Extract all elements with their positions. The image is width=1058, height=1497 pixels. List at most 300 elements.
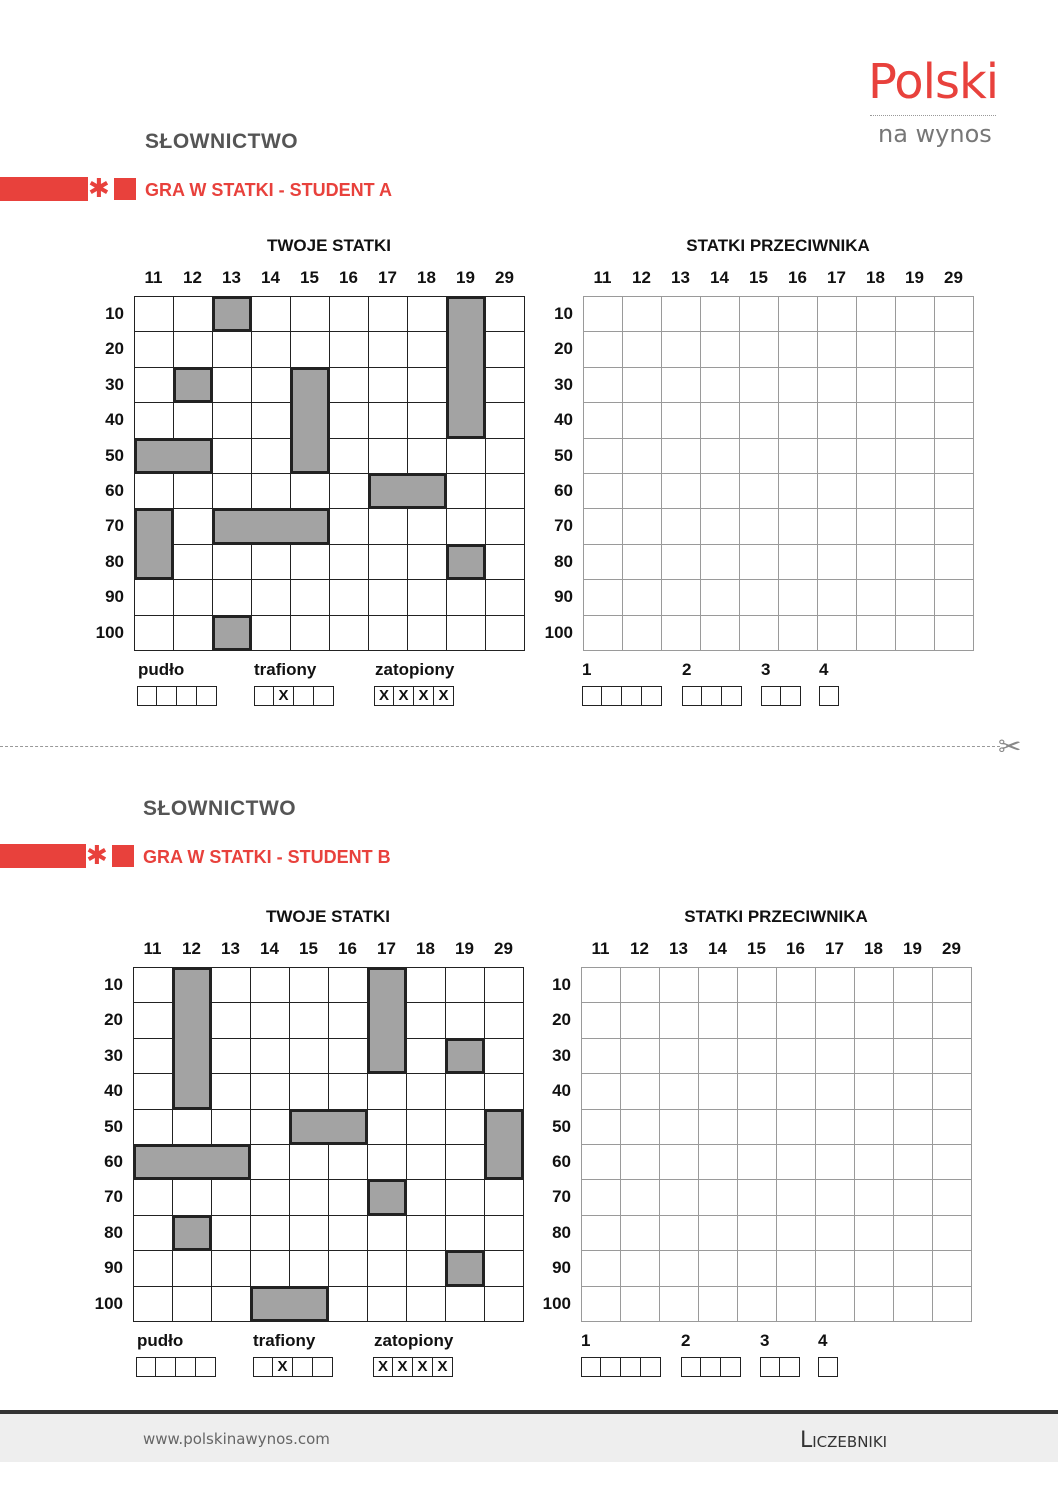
grid-cell[interactable]	[251, 402, 291, 438]
grid-cell[interactable]	[581, 967, 621, 1003]
grid-cell[interactable]	[251, 438, 291, 474]
grid-cell[interactable]	[700, 579, 740, 615]
grid-cell[interactable]	[854, 1038, 894, 1074]
grid-cell[interactable]	[856, 331, 896, 367]
grid-cell[interactable]	[583, 615, 623, 651]
grid-cell[interactable]	[328, 1250, 368, 1286]
grid-cell[interactable]	[737, 1038, 777, 1074]
grid-cell[interactable]	[817, 402, 857, 438]
grid-cell[interactable]	[895, 473, 935, 509]
grid-cell[interactable]	[895, 615, 935, 651]
grid-cell[interactable]	[854, 1250, 894, 1286]
grid-cell[interactable]	[407, 615, 447, 651]
grid-cell[interactable]	[661, 473, 701, 509]
grid-cell[interactable]	[445, 1109, 485, 1145]
grid-cell[interactable]	[368, 508, 408, 544]
grid-cell[interactable]	[659, 1073, 699, 1109]
grid-cell[interactable]	[329, 331, 369, 367]
grid-cell[interactable]	[700, 367, 740, 403]
grid-cell[interactable]	[815, 1250, 855, 1286]
grid-cell[interactable]	[251, 579, 291, 615]
grid-cell[interactable]	[446, 615, 486, 651]
grid-cell[interactable]	[776, 1002, 816, 1038]
grid-cell[interactable]	[622, 615, 662, 651]
grid-cell[interactable]	[212, 402, 252, 438]
grid-cell[interactable]	[659, 1038, 699, 1074]
grid-cell[interactable]	[367, 1073, 407, 1109]
grid-cell[interactable]	[622, 473, 662, 509]
grid-cell[interactable]	[290, 296, 330, 332]
grid-cell[interactable]	[932, 1250, 972, 1286]
grid-cell[interactable]	[698, 1144, 738, 1180]
grid-cell[interactable]	[485, 579, 525, 615]
grid-cell[interactable]	[737, 1109, 777, 1145]
grid-cell[interactable]	[289, 1002, 329, 1038]
grid-cell[interactable]	[173, 544, 213, 580]
grid-cell[interactable]	[581, 1002, 621, 1038]
grid-cell[interactable]	[484, 1286, 524, 1322]
grid-cell[interactable]	[815, 1073, 855, 1109]
grid-cell[interactable]	[329, 615, 369, 651]
grid-cell[interactable]	[698, 967, 738, 1003]
grid-cell[interactable]	[893, 1286, 933, 1322]
grid-cell[interactable]	[581, 1144, 621, 1180]
grid-cell[interactable]	[817, 544, 857, 580]
grid-cell[interactable]	[659, 1179, 699, 1215]
grid-cell[interactable]	[407, 579, 447, 615]
grid-cell[interactable]	[290, 473, 330, 509]
grid-cell[interactable]	[406, 1109, 446, 1145]
footer-url[interactable]: www.polskinawynos.com	[143, 1430, 330, 1448]
grid-cell[interactable]	[368, 579, 408, 615]
grid-cell[interactable]	[778, 296, 818, 332]
grid-cell[interactable]	[329, 367, 369, 403]
grid-cell[interactable]	[445, 967, 485, 1003]
grid-cell[interactable]	[776, 967, 816, 1003]
grid-cell[interactable]	[250, 1038, 290, 1074]
grid-cell[interactable]	[698, 1215, 738, 1251]
grid-cell[interactable]	[659, 1109, 699, 1145]
grid-cell[interactable]	[934, 438, 974, 474]
grid-cell[interactable]	[817, 579, 857, 615]
grid-cell[interactable]	[133, 1073, 173, 1109]
grid-cell[interactable]	[932, 1073, 972, 1109]
grid-cell[interactable]	[581, 1038, 621, 1074]
grid-cell[interactable]	[212, 544, 252, 580]
grid-cell[interactable]	[406, 1179, 446, 1215]
grid-cell[interactable]	[173, 579, 213, 615]
grid-cell[interactable]	[211, 967, 251, 1003]
grid-cell[interactable]	[212, 473, 252, 509]
grid-cell[interactable]	[934, 331, 974, 367]
grid-cell[interactable]	[932, 1002, 972, 1038]
grid-cell[interactable]	[739, 473, 779, 509]
grid-cell[interactable]	[581, 1109, 621, 1145]
grid-cell[interactable]	[698, 1286, 738, 1322]
grid-cell[interactable]	[212, 367, 252, 403]
grid-cell[interactable]	[445, 1286, 485, 1322]
grid-cell[interactable]	[211, 1038, 251, 1074]
grid-cell[interactable]	[659, 1002, 699, 1038]
grid-cell[interactable]	[583, 402, 623, 438]
grid-cell[interactable]	[484, 1179, 524, 1215]
grid-cell[interactable]	[484, 1073, 524, 1109]
grid-cell[interactable]	[659, 967, 699, 1003]
grid-cell[interactable]	[133, 1109, 173, 1145]
grid-cell[interactable]	[661, 579, 701, 615]
grid-cell[interactable]	[893, 1002, 933, 1038]
grid-cell[interactable]	[583, 296, 623, 332]
grid-cell[interactable]	[932, 1109, 972, 1145]
grid-cell[interactable]	[895, 508, 935, 544]
grid-cell[interactable]	[367, 1250, 407, 1286]
grid-cell[interactable]	[290, 544, 330, 580]
grid-cell[interactable]	[328, 1073, 368, 1109]
grid-cell[interactable]	[172, 1286, 212, 1322]
grid-cell[interactable]	[368, 544, 408, 580]
grid-cell[interactable]	[484, 1038, 524, 1074]
grid-cell[interactable]	[211, 1179, 251, 1215]
grid-cell[interactable]	[173, 331, 213, 367]
grid-cell[interactable]	[133, 1215, 173, 1251]
grid-cell[interactable]	[737, 1179, 777, 1215]
grid-cell[interactable]	[778, 508, 818, 544]
grid-cell[interactable]	[212, 331, 252, 367]
grid-cell[interactable]	[778, 615, 818, 651]
grid-cell[interactable]	[133, 1250, 173, 1286]
grid-cell[interactable]	[893, 967, 933, 1003]
grid-cell[interactable]	[620, 1286, 660, 1322]
grid-cell[interactable]	[406, 1002, 446, 1038]
grid-cell[interactable]	[776, 1038, 816, 1074]
grid-cell[interactable]	[854, 967, 894, 1003]
grid-cell[interactable]	[622, 438, 662, 474]
grid-cell[interactable]	[622, 296, 662, 332]
grid-cell[interactable]	[659, 1286, 699, 1322]
grid-cell[interactable]	[251, 296, 291, 332]
grid-cell[interactable]	[815, 967, 855, 1003]
grid-cell[interactable]	[854, 1109, 894, 1145]
grid-cell[interactable]	[815, 1038, 855, 1074]
grid-cell[interactable]	[329, 544, 369, 580]
grid-cell[interactable]	[620, 967, 660, 1003]
grid-cell[interactable]	[485, 544, 525, 580]
grid-cell[interactable]	[212, 438, 252, 474]
grid-cell[interactable]	[737, 1002, 777, 1038]
grid-cell[interactable]	[934, 615, 974, 651]
grid-cell[interactable]	[250, 1109, 290, 1145]
grid-cell[interactable]	[698, 1073, 738, 1109]
grid-cell[interactable]	[583, 438, 623, 474]
grid-cell[interactable]	[211, 1286, 251, 1322]
grid-cell[interactable]	[739, 438, 779, 474]
grid-cell[interactable]	[133, 967, 173, 1003]
grid-cell[interactable]	[698, 1109, 738, 1145]
grid-cell[interactable]	[700, 296, 740, 332]
grid-cell[interactable]	[817, 508, 857, 544]
grid-cell[interactable]	[583, 473, 623, 509]
grid-cell[interactable]	[289, 1215, 329, 1251]
grid-cell[interactable]	[893, 1109, 933, 1145]
grid-cell[interactable]	[329, 508, 369, 544]
grid-cell[interactable]	[406, 967, 446, 1003]
grid-cell[interactable]	[407, 367, 447, 403]
grid-cell[interactable]	[739, 615, 779, 651]
grid-cell[interactable]	[661, 438, 701, 474]
grid-cell[interactable]	[445, 1002, 485, 1038]
grid-cell[interactable]	[484, 967, 524, 1003]
grid-cell[interactable]	[406, 1250, 446, 1286]
grid-cell[interactable]	[368, 331, 408, 367]
grid-cell[interactable]	[815, 1215, 855, 1251]
grid-cell[interactable]	[581, 1250, 621, 1286]
grid-cell[interactable]	[934, 473, 974, 509]
grid-cell[interactable]	[290, 615, 330, 651]
grid-cell[interactable]	[250, 1179, 290, 1215]
grid-cell[interactable]	[932, 1038, 972, 1074]
grid-cell[interactable]	[700, 544, 740, 580]
grid-cell[interactable]	[778, 438, 818, 474]
grid-cell[interactable]	[739, 402, 779, 438]
grid-cell[interactable]	[445, 1144, 485, 1180]
grid-cell[interactable]	[776, 1144, 816, 1180]
grid-cell[interactable]	[581, 1286, 621, 1322]
grid-cell[interactable]	[173, 296, 213, 332]
grid-cell[interactable]	[815, 1144, 855, 1180]
grid-cell[interactable]	[698, 1179, 738, 1215]
grid-cell[interactable]	[854, 1215, 894, 1251]
grid-cell[interactable]	[485, 473, 525, 509]
grid-cell[interactable]	[854, 1179, 894, 1215]
grid-cell[interactable]	[778, 402, 818, 438]
grid-cell[interactable]	[133, 1179, 173, 1215]
grid-cell[interactable]	[698, 1038, 738, 1074]
grid-cell[interactable]	[737, 1250, 777, 1286]
grid-cell[interactable]	[368, 402, 408, 438]
grid-cell[interactable]	[290, 579, 330, 615]
grid-cell[interactable]	[893, 1038, 933, 1074]
grid-cell[interactable]	[251, 473, 291, 509]
grid-cell[interactable]	[329, 438, 369, 474]
grid-cell[interactable]	[815, 1286, 855, 1322]
grid-cell[interactable]	[250, 1002, 290, 1038]
grid-cell[interactable]	[583, 367, 623, 403]
grid-cell[interactable]	[251, 367, 291, 403]
grid-cell[interactable]	[817, 331, 857, 367]
grid-cell[interactable]	[739, 331, 779, 367]
grid-cell[interactable]	[856, 544, 896, 580]
grid-cell[interactable]	[815, 1109, 855, 1145]
grid-cell[interactable]	[661, 402, 701, 438]
grid-cell[interactable]	[484, 1215, 524, 1251]
grid-cell[interactable]	[250, 1073, 290, 1109]
grid-cell[interactable]	[934, 296, 974, 332]
grid-cell[interactable]	[134, 296, 174, 332]
grid-cell[interactable]	[661, 508, 701, 544]
grid-cell[interactable]	[173, 402, 213, 438]
grid-cell[interactable]	[485, 402, 525, 438]
grid-cell[interactable]	[328, 1286, 368, 1322]
grid-cell[interactable]	[778, 579, 818, 615]
grid-cell[interactable]	[934, 579, 974, 615]
grid-cell[interactable]	[622, 508, 662, 544]
grid-cell[interactable]	[446, 438, 486, 474]
grid-cell[interactable]	[250, 1250, 290, 1286]
grid-cell[interactable]	[406, 1073, 446, 1109]
grid-cell[interactable]	[251, 615, 291, 651]
grid-cell[interactable]	[173, 473, 213, 509]
grid-cell[interactable]	[856, 473, 896, 509]
grid-cell[interactable]	[893, 1144, 933, 1180]
grid-cell[interactable]	[133, 1002, 173, 1038]
grid-cell[interactable]	[700, 473, 740, 509]
grid-cell[interactable]	[289, 967, 329, 1003]
grid-cell[interactable]	[778, 473, 818, 509]
grid-cell[interactable]	[407, 296, 447, 332]
grid-cell[interactable]	[932, 967, 972, 1003]
grid-cell[interactable]	[815, 1179, 855, 1215]
grid-cell[interactable]	[700, 331, 740, 367]
grid-cell[interactable]	[134, 579, 174, 615]
grid-cell[interactable]	[895, 367, 935, 403]
grid-cell[interactable]	[445, 1179, 485, 1215]
grid-cell[interactable]	[581, 1179, 621, 1215]
grid-cell[interactable]	[817, 296, 857, 332]
grid-cell[interactable]	[407, 331, 447, 367]
grid-cell[interactable]	[895, 402, 935, 438]
grid-cell[interactable]	[856, 615, 896, 651]
grid-cell[interactable]	[583, 579, 623, 615]
grid-cell[interactable]	[620, 1144, 660, 1180]
grid-cell[interactable]	[893, 1073, 933, 1109]
grid-cell[interactable]	[367, 1144, 407, 1180]
grid-cell[interactable]	[620, 1038, 660, 1074]
grid-cell[interactable]	[289, 1250, 329, 1286]
grid-cell[interactable]	[934, 544, 974, 580]
grid-cell[interactable]	[856, 296, 896, 332]
grid-cell[interactable]	[698, 1250, 738, 1286]
grid-cell[interactable]	[172, 1250, 212, 1286]
grid-cell[interactable]	[776, 1215, 816, 1251]
grid-cell[interactable]	[659, 1215, 699, 1251]
grid-cell[interactable]	[134, 402, 174, 438]
grid-cell[interactable]	[739, 544, 779, 580]
grid-cell[interactable]	[212, 579, 252, 615]
grid-cell[interactable]	[934, 367, 974, 403]
grid-cell[interactable]	[133, 1286, 173, 1322]
grid-cell[interactable]	[620, 1250, 660, 1286]
grid-cell[interactable]	[581, 1073, 621, 1109]
grid-cell[interactable]	[484, 1002, 524, 1038]
grid-cell[interactable]	[583, 544, 623, 580]
grid-cell[interactable]	[895, 438, 935, 474]
grid-cell[interactable]	[290, 331, 330, 367]
grid-cell[interactable]	[815, 1002, 855, 1038]
grid-cell[interactable]	[700, 402, 740, 438]
grid-cell[interactable]	[895, 544, 935, 580]
grid-cell[interactable]	[737, 1073, 777, 1109]
grid-cell[interactable]	[289, 1073, 329, 1109]
grid-cell[interactable]	[406, 1215, 446, 1251]
grid-cell[interactable]	[856, 579, 896, 615]
grid-cell[interactable]	[893, 1250, 933, 1286]
grid-cell[interactable]	[659, 1250, 699, 1286]
grid-cell[interactable]	[134, 331, 174, 367]
grid-cell[interactable]	[211, 1109, 251, 1145]
grid-cell[interactable]	[698, 1002, 738, 1038]
grid-cell[interactable]	[485, 615, 525, 651]
grid-cell[interactable]	[368, 615, 408, 651]
grid-cell[interactable]	[778, 544, 818, 580]
grid-cell[interactable]	[895, 331, 935, 367]
grid-cell[interactable]	[934, 508, 974, 544]
grid-cell[interactable]	[700, 508, 740, 544]
grid-cell[interactable]	[661, 367, 701, 403]
grid-cell[interactable]	[328, 1038, 368, 1074]
grid-cell[interactable]	[485, 296, 525, 332]
grid-cell[interactable]	[620, 1073, 660, 1109]
grid-cell[interactable]	[406, 1286, 446, 1322]
grid-cell[interactable]	[446, 579, 486, 615]
grid-cell[interactable]	[329, 473, 369, 509]
grid-cell[interactable]	[211, 1250, 251, 1286]
grid-cell[interactable]	[289, 1038, 329, 1074]
grid-cell[interactable]	[581, 1215, 621, 1251]
grid-cell[interactable]	[328, 967, 368, 1003]
grid-cell[interactable]	[211, 1002, 251, 1038]
grid-cell[interactable]	[485, 508, 525, 544]
grid-cell[interactable]	[134, 367, 174, 403]
grid-cell[interactable]	[776, 1286, 816, 1322]
grid-cell[interactable]	[700, 615, 740, 651]
grid-cell[interactable]	[932, 1215, 972, 1251]
grid-cell[interactable]	[895, 296, 935, 332]
grid-cell[interactable]	[622, 367, 662, 403]
grid-cell[interactable]	[737, 1215, 777, 1251]
grid-cell[interactable]	[407, 402, 447, 438]
grid-cell[interactable]	[776, 1250, 816, 1286]
grid-cell[interactable]	[659, 1144, 699, 1180]
grid-cell[interactable]	[700, 438, 740, 474]
grid-cell[interactable]	[407, 508, 447, 544]
grid-cell[interactable]	[368, 438, 408, 474]
grid-cell[interactable]	[856, 367, 896, 403]
grid-cell[interactable]	[368, 367, 408, 403]
grid-cell[interactable]	[583, 508, 623, 544]
grid-cell[interactable]	[329, 402, 369, 438]
grid-cell[interactable]	[211, 1073, 251, 1109]
grid-cell[interactable]	[328, 1179, 368, 1215]
grid-cell[interactable]	[854, 1002, 894, 1038]
grid-cell[interactable]	[620, 1215, 660, 1251]
grid-cell[interactable]	[445, 1215, 485, 1251]
grid-cell[interactable]	[289, 1144, 329, 1180]
grid-cell[interactable]	[932, 1144, 972, 1180]
grid-cell[interactable]	[817, 615, 857, 651]
grid-cell[interactable]	[173, 508, 213, 544]
grid-cell[interactable]	[934, 402, 974, 438]
grid-cell[interactable]	[854, 1286, 894, 1322]
grid-cell[interactable]	[211, 1215, 251, 1251]
grid-cell[interactable]	[620, 1179, 660, 1215]
grid-cell[interactable]	[251, 544, 291, 580]
grid-cell[interactable]	[446, 508, 486, 544]
grid-cell[interactable]	[817, 438, 857, 474]
grid-cell[interactable]	[368, 296, 408, 332]
grid-cell[interactable]	[817, 367, 857, 403]
grid-cell[interactable]	[485, 331, 525, 367]
grid-cell[interactable]	[854, 1144, 894, 1180]
